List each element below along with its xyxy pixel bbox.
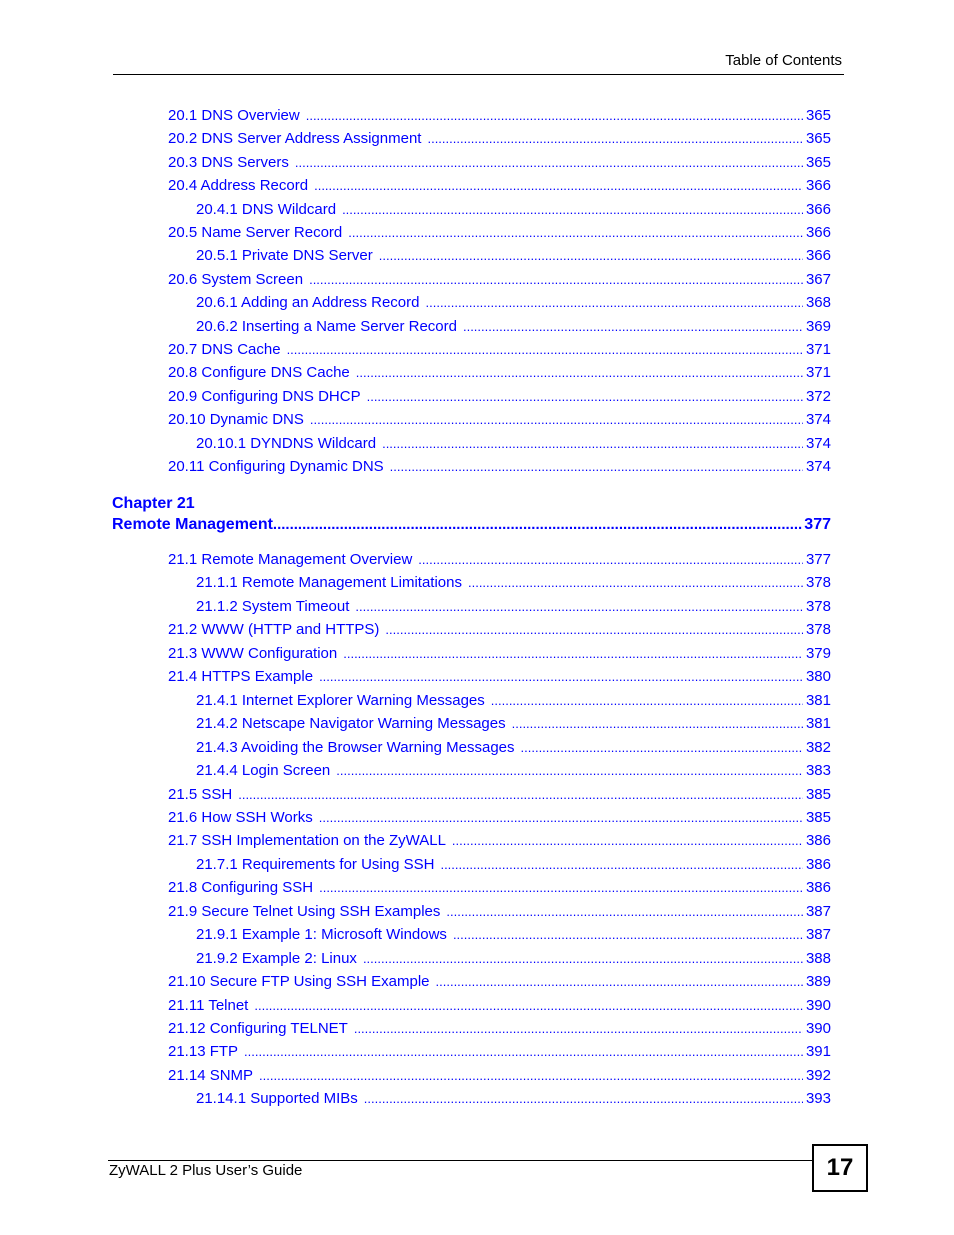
dot-leader	[309, 270, 803, 290]
toc-entry-label: 20.5.1 Private DNS Server	[196, 247, 373, 265]
chapter-label[interactable]: Chapter 21	[112, 495, 195, 512]
dot-leader	[427, 129, 803, 149]
toc-entry-page: 374	[805, 458, 831, 475]
toc-entry[interactable]	[168, 223, 831, 243]
toc-entry-label: 21.1.1 Remote Management Limitations	[196, 574, 462, 592]
toc-entry-page: 371	[805, 341, 831, 358]
toc-entry-page: 377	[805, 551, 831, 568]
toc-entry-page: 366	[805, 224, 831, 241]
toc-entry[interactable]	[196, 434, 831, 454]
toc-entry[interactable]	[168, 270, 831, 290]
dot-leader	[491, 691, 803, 711]
dot-leader	[314, 176, 803, 196]
toc-entry-page: 366	[805, 200, 831, 218]
toc-entry-page: 366	[805, 177, 831, 195]
toc-entry-label: 21.8 Configuring SSH	[168, 879, 314, 897]
toc-entry[interactable]	[168, 785, 831, 805]
toc-entry-label: 20.7 DNS Cache	[168, 341, 281, 358]
dot-leader	[364, 1089, 803, 1109]
toc-entry-page: 365	[805, 153, 831, 171]
toc-entry-page: 391	[805, 1043, 831, 1061]
toc-entry-label: 21.4.4 Login Screen	[196, 762, 331, 780]
dot-leader	[354, 1019, 803, 1039]
chapter-title: Remote Management	[112, 516, 273, 533]
toc-entry[interactable]	[196, 293, 831, 313]
toc-entry-label: 21.13 FTP	[168, 1043, 239, 1061]
dot-leader	[254, 996, 803, 1016]
toc-entry-page: 385	[805, 808, 831, 826]
dot-leader	[244, 1042, 803, 1062]
dot-leader	[355, 597, 803, 617]
dot-leader	[273, 514, 802, 536]
toc-entry-page: 389	[805, 973, 831, 991]
toc-entry-page: 381	[805, 715, 831, 733]
toc-entry-page: 365	[805, 130, 831, 148]
toc-entry-label: 21.1 Remote Management Overview	[168, 551, 413, 568]
toc-entry-page: 386	[805, 832, 831, 850]
toc-entry-label: 21.1.2 System Timeout	[196, 597, 350, 615]
toc-entry[interactable]	[196, 317, 831, 337]
dot-leader	[452, 831, 803, 851]
toc-entry-label: 21.14.1 Supported MIBs	[196, 1090, 358, 1108]
toc-entry[interactable]	[168, 1042, 831, 1062]
toc-entry[interactable]	[196, 246, 831, 266]
toc-entry[interactable]	[168, 996, 831, 1016]
toc-entry[interactable]	[196, 925, 831, 945]
toc-entry[interactable]	[168, 410, 831, 430]
dot-leader	[463, 317, 803, 337]
toc-entry-label: 21.10 Secure FTP Using SSH Example	[168, 973, 430, 991]
toc-entry-page: 392	[805, 1066, 831, 1084]
toc-entry-page: 393	[805, 1090, 831, 1108]
toc-entry-page: 369	[805, 317, 831, 335]
toc-entry[interactable]	[196, 738, 831, 758]
toc-entry-page: 367	[805, 270, 831, 288]
dot-leader	[306, 106, 803, 126]
toc-entry[interactable]	[168, 457, 831, 477]
toc-entry-label: 20.4.1 DNS Wildcard	[196, 200, 337, 218]
toc-entry[interactable]	[196, 714, 831, 734]
toc-entry[interactable]	[168, 1066, 831, 1086]
toc-entry-page: 365	[805, 107, 831, 124]
dot-leader	[342, 200, 803, 220]
toc-entry-label: 21.9.1 Example 1: Microsoft Windows	[196, 926, 447, 944]
toc-entry[interactable]	[168, 176, 831, 196]
toc-entry[interactable]	[168, 363, 831, 383]
toc-entry-label: 21.4.1 Internet Explorer Warning Messages	[196, 691, 485, 709]
dot-leader	[436, 972, 803, 992]
dot-leader	[336, 761, 803, 781]
toc-entry[interactable]	[168, 667, 831, 687]
dot-leader	[343, 644, 803, 664]
toc-entry-label: 21.12 Configuring TELNET	[168, 1020, 348, 1037]
dot-leader	[453, 925, 803, 945]
toc-entry-label: 21.14 SNMP	[168, 1066, 254, 1084]
toc-entry-label: 21.3 WWW Configuration	[168, 644, 338, 662]
header-rule	[113, 74, 844, 75]
toc-entry-label: 21.7 SSH Implementation on the ZyWALL	[168, 832, 446, 850]
toc-entry-page: 374	[805, 411, 831, 429]
dot-leader	[418, 550, 803, 570]
toc-entry-label: 20.8 Configure DNS Cache	[168, 364, 350, 382]
toc-entry[interactable]	[168, 1019, 831, 1039]
toc-entry-page: 387	[805, 902, 831, 920]
footer-rule	[108, 1160, 813, 1161]
dot-leader	[426, 293, 803, 313]
dot-leader	[367, 387, 803, 407]
toc-entry-page: 374	[805, 434, 831, 452]
toc-entry[interactable]	[168, 831, 831, 851]
dot-leader	[521, 738, 803, 758]
toc-entry[interactable]	[168, 340, 831, 360]
toc-entry[interactable]	[196, 691, 831, 711]
toc-entry-page: 379	[805, 644, 831, 662]
toc-entry[interactable]	[168, 902, 831, 922]
toc-entry[interactable]	[196, 573, 831, 593]
toc-entry-label: 21.9.2 Example 2: Linux	[196, 949, 357, 967]
dot-leader	[319, 878, 803, 898]
toc-entry-label: 21.7.1 Requirements for Using SSH	[196, 855, 435, 873]
toc-entry-label: 20.1 DNS Overview	[168, 107, 300, 124]
toc-entry[interactable]	[168, 878, 831, 898]
toc-entry-page: 368	[805, 294, 831, 312]
toc-entry[interactable]	[168, 644, 831, 664]
toc-entry-label: 20.9 Configuring DNS DHCP	[168, 387, 361, 405]
toc-entry[interactable]	[168, 153, 831, 173]
toc-entry-label: 20.3 DNS Servers	[168, 153, 289, 171]
dot-leader	[385, 620, 803, 640]
toc-entry-page: 383	[805, 762, 831, 780]
toc-entry-page: 386	[805, 879, 831, 897]
toc-entry-label: 21.6 How SSH Works	[168, 808, 313, 826]
dot-leader	[356, 363, 803, 383]
toc-entry-label: 21.11 Telnet	[168, 996, 249, 1014]
dot-leader	[379, 246, 803, 266]
toc-entry-page: 388	[805, 949, 831, 967]
toc-entry-page: 390	[805, 1020, 831, 1037]
chapter-page: 377	[804, 516, 831, 533]
toc-entry-label: 20.10 Dynamic DNS	[168, 411, 304, 429]
toc-entry-label: 20.4 Address Record	[168, 177, 309, 195]
toc-entry[interactable]	[168, 550, 831, 570]
dot-leader	[259, 1066, 803, 1086]
toc-entry-label: 20.6 System Screen	[168, 270, 304, 288]
toc-entry[interactable]	[196, 200, 831, 220]
toc-entry-page: 385	[805, 785, 831, 803]
toc-entry-label: 21.2 WWW (HTTP and HTTPS)	[168, 621, 380, 639]
toc-entry[interactable]	[196, 855, 831, 875]
dot-leader	[295, 153, 803, 173]
dot-leader	[468, 573, 803, 593]
toc-entry-label: 21.4 HTTPS Example	[168, 668, 314, 686]
dot-leader	[287, 340, 803, 360]
toc-entry[interactable]	[168, 972, 831, 992]
toc-entry-label: 21.5 SSH	[168, 785, 233, 803]
toc-entry[interactable]	[196, 949, 831, 969]
toc-entry-page: 371	[805, 364, 831, 382]
dot-leader	[238, 785, 803, 805]
toc-entry-page: 380	[805, 668, 831, 686]
dot-leader	[382, 434, 803, 454]
toc-entry-label: 21.9 Secure Telnet Using SSH Examples	[168, 902, 441, 920]
page-number-box: 17	[812, 1144, 868, 1192]
toc-entry-page: 382	[805, 738, 831, 756]
toc-entry[interactable]	[196, 761, 831, 781]
toc-entry-page: 387	[805, 926, 831, 944]
dot-leader	[390, 457, 803, 477]
toc-entry[interactable]	[168, 387, 831, 407]
toc-entry-label: 21.4.3 Avoiding the Browser Warning Messages	[196, 738, 515, 756]
toc-entry-label: 20.5 Name Server Record	[168, 224, 343, 241]
toc-entry-page: 378	[805, 597, 831, 615]
dot-leader	[440, 855, 803, 875]
dot-leader	[310, 410, 803, 430]
toc-entry[interactable]	[168, 129, 831, 149]
toc-entry[interactable]	[168, 620, 831, 640]
toc-entry-label: 20.11 Configuring Dynamic DNS	[168, 458, 384, 475]
footer-guide-title: ZyWALL 2 Plus User’s Guide	[109, 1162, 303, 1179]
toc-entry-label: 20.6.2 Inserting a Name Server Record	[196, 317, 457, 335]
toc-entry-page: 390	[805, 996, 831, 1014]
toc-entry-page: 386	[805, 855, 831, 873]
dot-leader	[446, 902, 803, 922]
toc-entry-label: 21.4.2 Netscape Navigator Warning Messages	[196, 715, 506, 733]
toc-entry-label: 20.10.1 DYNDNS Wildcard	[196, 434, 377, 452]
toc-entry-page: 366	[805, 247, 831, 265]
dot-leader	[512, 714, 803, 734]
toc-entry-page: 378	[805, 574, 831, 592]
toc-entry-label: 20.2 DNS Server Address Assignment	[168, 130, 422, 148]
chapter-entry[interactable]	[112, 514, 831, 536]
dot-leader	[319, 808, 803, 828]
toc-entry-page: 372	[805, 387, 831, 405]
toc-entry-label: 20.6.1 Adding an Address Record	[196, 294, 420, 312]
toc-entry[interactable]	[168, 808, 831, 828]
header-title: Table of Contents	[725, 52, 842, 69]
toc-entry-page: 381	[805, 691, 831, 709]
toc-entry[interactable]	[196, 597, 831, 617]
dot-leader	[348, 223, 803, 243]
dot-leader	[363, 949, 803, 969]
toc-entry[interactable]	[196, 1089, 831, 1109]
toc-entry[interactable]	[168, 106, 831, 126]
dot-leader	[319, 667, 803, 687]
toc-entry-page: 378	[805, 621, 831, 639]
